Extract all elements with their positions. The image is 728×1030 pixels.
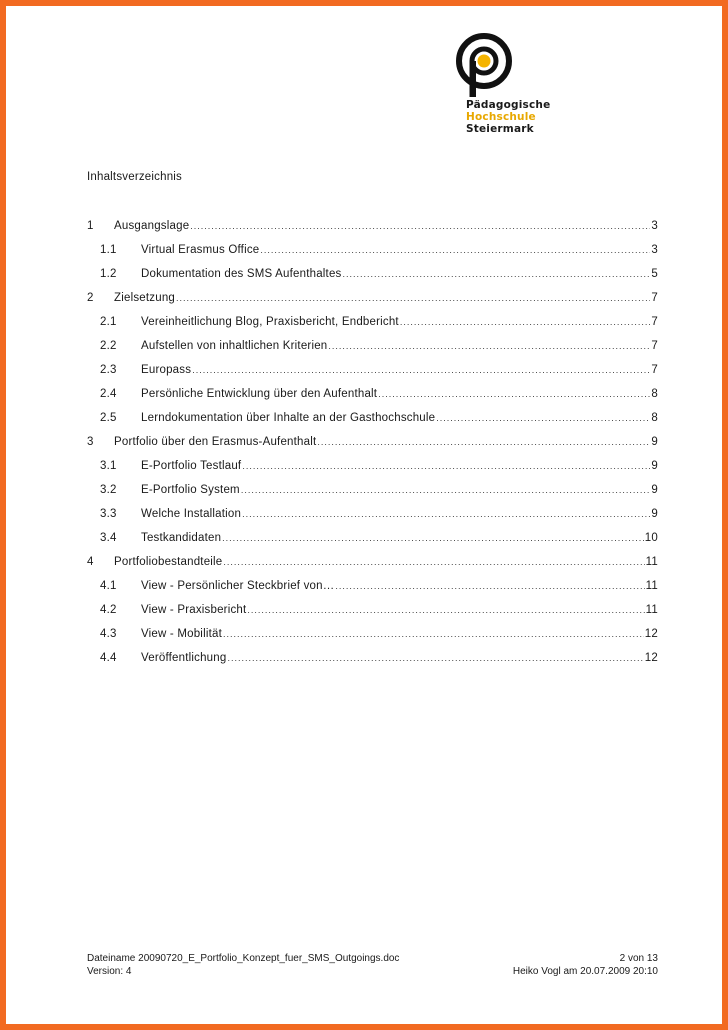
toc-entry-page: 11 [645, 580, 658, 592]
logo-line-1: Pädagogische [466, 99, 551, 111]
toc-entry-title: Welche Installation [141, 508, 242, 520]
toc-entry-title: Vereinheitlichung Blog, Praxisbericht, Endbericht [141, 316, 399, 328]
toc-dot-leader [378, 389, 650, 399]
footer-page-info: 2 von 13 [619, 953, 658, 964]
toc-entry[interactable] [87, 460, 658, 484]
toc-entry-title: Portfolio über den Erasmus-Aufenthalt [114, 436, 317, 448]
toc-dot-leader [260, 245, 650, 255]
toc-entry-title: Portfoliobestandteile [114, 556, 223, 568]
toc-entry[interactable] [87, 292, 658, 316]
toc-entry-number: 2.4 [100, 388, 117, 400]
toc-entry[interactable] [87, 388, 658, 412]
toc-entry-number: 4.2 [100, 604, 117, 616]
toc-entry-page: 11 [645, 604, 658, 616]
toc-entry[interactable] [87, 316, 658, 340]
toc-entry-title: Zielsetzung [114, 292, 176, 304]
toc-dot-leader [436, 413, 650, 423]
logo-line-3: Steiermark [466, 123, 534, 135]
toc-entry-number: 3 [87, 436, 94, 448]
toc-entry-number: 2.2 [100, 340, 117, 352]
page-footer [87, 952, 658, 978]
institution-logo [455, 33, 565, 143]
toc-entry-number: 3.4 [100, 532, 117, 544]
toc-entry-title: E-Portfolio Testlauf [141, 460, 242, 472]
toc-entry-number: 4.4 [100, 652, 117, 664]
toc-entry-title: View - Mobilität [141, 628, 222, 640]
toc-entry-number: 2.5 [100, 412, 117, 424]
toc-entry-title: Testkandidaten [141, 532, 222, 544]
toc-entry[interactable] [87, 364, 658, 388]
toc-dot-leader [242, 509, 650, 519]
toc-entry[interactable] [87, 652, 658, 676]
toc-dot-leader [192, 365, 650, 375]
toc-dot-leader [190, 221, 650, 231]
toc-entry-title: E-Portfolio System [141, 484, 240, 496]
toc-entry-number: 3.3 [100, 508, 117, 520]
toc-entry[interactable] [87, 244, 658, 268]
toc-entry-number: 1 [87, 220, 94, 232]
toc-entry[interactable] [87, 628, 658, 652]
toc-entry-page: 7 [651, 292, 658, 304]
toc-entry[interactable] [87, 220, 658, 244]
toc-entry[interactable] [87, 508, 658, 532]
toc-entry-number: 4.1 [100, 580, 117, 592]
toc-entry-number: 2.1 [100, 316, 117, 328]
toc-entry-number: 2.3 [100, 364, 117, 376]
toc-entry-page: 9 [651, 460, 658, 472]
toc-dot-leader [222, 533, 644, 543]
toc-dot-leader [176, 293, 650, 303]
toc-entry-page: 9 [651, 508, 658, 520]
toc-entry-number: 1.1 [100, 244, 117, 256]
toc-entry-title: Veröffentlichung [141, 652, 227, 664]
toc-entry[interactable] [87, 580, 658, 604]
toc-dot-leader [400, 317, 651, 327]
toc-entry-title: View - Persönlicher Steckbrief von… [141, 580, 335, 592]
toc-dot-leader [317, 437, 650, 447]
toc-entry-number: 1.2 [100, 268, 117, 280]
logo-p-mark-icon [455, 33, 513, 99]
toc-entry-number: 3.1 [100, 460, 117, 472]
toc-entry-number: 4 [87, 556, 94, 568]
toc-entry-page: 9 [651, 484, 658, 496]
toc-entry[interactable] [87, 484, 658, 508]
toc-entry-page: 3 [651, 244, 658, 256]
logo-line-2: Hochschule [466, 111, 536, 123]
toc-entry-title: Aufstellen von inhaltlichen Kriterien [141, 340, 328, 352]
toc-dot-leader [335, 581, 644, 591]
toc-entry-page: 3 [651, 220, 658, 232]
toc-entry[interactable] [87, 268, 658, 292]
toc-dot-leader [223, 557, 644, 567]
toc-entry-number: 3.2 [100, 484, 117, 496]
toc-entry[interactable] [87, 532, 658, 556]
footer-author-date: Heiko Vogl am 20.07.2009 20:10 [512, 966, 658, 977]
toc-entry-number: 2 [87, 292, 94, 304]
logo-wordmark [466, 99, 550, 135]
toc-entry-page: 7 [651, 340, 658, 352]
toc-entry[interactable] [87, 556, 658, 580]
toc-dot-leader [328, 341, 650, 351]
toc-dot-leader [343, 269, 651, 279]
toc-dot-leader [247, 605, 644, 615]
toc-entry-title: View - Praxisbericht [141, 604, 247, 616]
toc-entry-page: 12 [644, 628, 658, 640]
toc-entry[interactable] [87, 412, 658, 436]
toc-entry-page: 9 [651, 436, 658, 448]
toc-entry[interactable] [87, 436, 658, 460]
footer-filename: Dateiname 20090720_E_Portfolio_Konzept_fuer_SMS_Outgoings.doc [87, 953, 400, 964]
toc-entry-title: Virtual Erasmus Office [141, 244, 260, 256]
footer-version: Version: 4 [87, 966, 132, 977]
toc-dot-leader [241, 485, 651, 495]
toc-title: Inhaltsverzeichnis [87, 171, 183, 183]
toc-entry-page: 10 [644, 532, 658, 544]
toc-entry-number: 4.3 [100, 628, 117, 640]
toc-entry-page: 7 [651, 316, 658, 328]
toc-entry-page: 8 [651, 388, 658, 400]
toc-dot-leader [242, 461, 650, 471]
toc-entry[interactable] [87, 340, 658, 364]
toc-entry-page: 12 [644, 652, 658, 664]
toc-dot-leader [223, 629, 644, 639]
toc-entry-title: Ausgangslage [114, 220, 190, 232]
toc-entry-page: 8 [651, 412, 658, 424]
table-of-contents [87, 220, 658, 676]
toc-entry[interactable] [87, 604, 658, 628]
toc-entry-page: 5 [651, 268, 658, 280]
toc-entry-title: Persönliche Entwicklung über den Aufenthalt [141, 388, 378, 400]
toc-dot-leader [227, 653, 643, 663]
toc-entry-page: 11 [645, 556, 658, 568]
toc-entry-title: Europass [141, 364, 192, 376]
toc-entry-title: Lerndokumentation über Inhalte an der Gasthochschule [141, 412, 436, 424]
toc-entry-page: 7 [651, 364, 658, 376]
toc-entry-title: Dokumentation des SMS Aufenthaltes [141, 268, 342, 280]
